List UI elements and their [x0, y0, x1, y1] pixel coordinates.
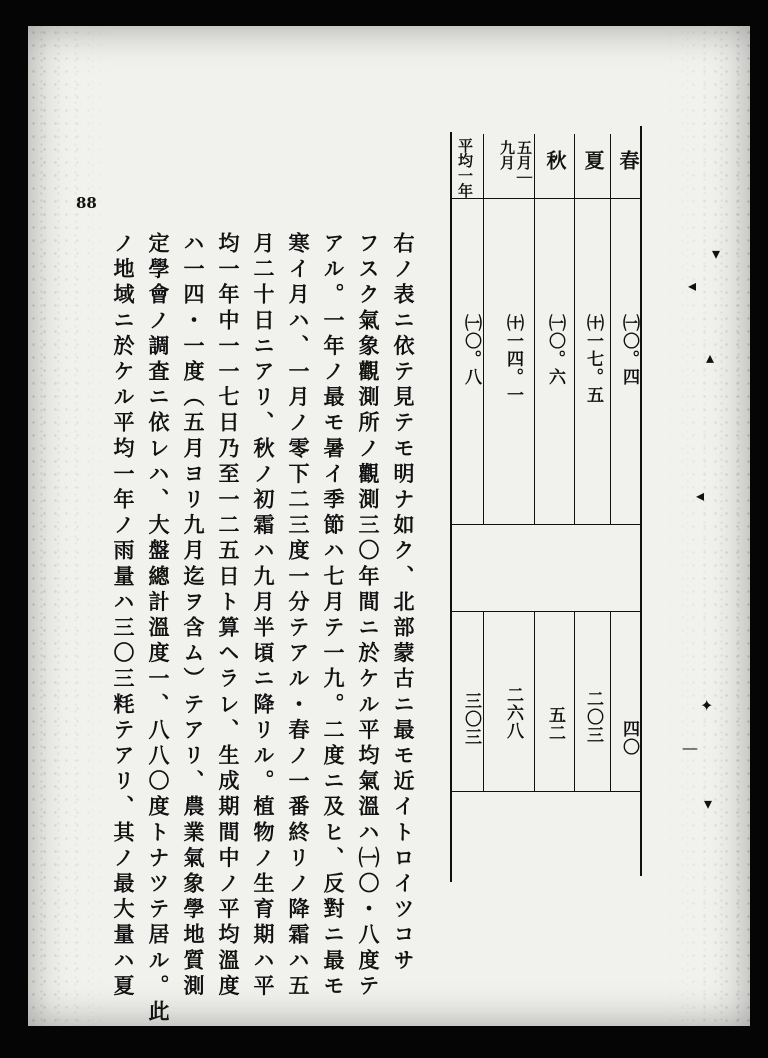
- table-value-annual-rain: 三〇三: [461, 692, 481, 746]
- body-text-column: アル。一年ノ最モ暑イ季節ハ七月テ一九。二度ニ及ヒ、反對ニ最モ: [321, 232, 346, 1000]
- table-top-rule: [450, 132, 452, 882]
- ink-speck: ◂: [696, 486, 705, 505]
- table-section-rule: [452, 524, 640, 525]
- table-section-rule: [452, 791, 640, 792]
- table-value-summer-temp: ㈩一七。五: [583, 314, 603, 404]
- body-text-column: 寒イ月ハ、一月ノ零下二三度一分テアル・春ノ一番終リノ降霜ハ五: [286, 232, 311, 1000]
- table-value-summer-rain: 二〇三: [583, 690, 603, 744]
- table-header-rule: [452, 198, 640, 199]
- table-value-may-sep-rain: 二六八: [503, 686, 523, 740]
- table-value-may-sep-temp: ㈩一四。一: [503, 314, 523, 404]
- table-bottom-rule: [640, 126, 642, 876]
- body-text-column: 定學會ノ調査ニ依レハ、大盤總計溫度一、八八〇度トナツテ居ル。此: [146, 232, 171, 1026]
- body-text-column: ノ地域ニ於ケル平均一年ノ雨量ハ三〇三粍テアリ、其ノ最大量ハ夏: [111, 232, 136, 1000]
- table-value-spring-temp: ㈠〇。四: [619, 314, 639, 386]
- table-value-spring-rain: 四〇: [619, 720, 639, 756]
- ink-speck: —: [682, 738, 698, 757]
- table-header-summer: 夏: [581, 150, 605, 172]
- body-text-column: フスク氣象觀測所ノ觀測三〇年間ニ於ケル平均氣溫ハ㈠〇・八度テ: [356, 232, 381, 1000]
- table-divider: [574, 611, 575, 791]
- ink-speck: ▾: [704, 794, 713, 813]
- table-divider: [534, 134, 535, 524]
- table-section-rule: [452, 611, 640, 612]
- body-text-column: 月二十日ニアリ、秋ノ初霜ハ九月半頃ニ降リル。植物ノ生育期ハ平: [251, 232, 276, 1000]
- table-header-may-september: 五月｜九月: [498, 140, 533, 185]
- ink-speck: ◂: [688, 276, 697, 295]
- body-text-column: ハ一四・一度（五月ヨリ九月迄ヲ含ム）テアリ、農業氣象學地質測: [181, 232, 206, 1000]
- table-divider: [574, 134, 575, 524]
- body-text-column: 右ノ表ニ依テ見テモ明ナ如ク、北部蒙古ニ最モ近イトロイツコサ: [391, 232, 416, 975]
- table-divider: [610, 611, 611, 791]
- table-header-annual-average: 平均一年: [456, 138, 474, 198]
- table-value-autumn-rain: 五二: [545, 706, 565, 742]
- body-text-column: 均一年中一一七日乃至一二五日ト算ヘラレ、生成期間中ノ平均溫度: [216, 232, 241, 1000]
- table-divider: [610, 134, 611, 524]
- table-header-autumn: 秋: [543, 150, 567, 172]
- document-page: [28, 26, 750, 1026]
- table-value-annual-temp: ㈠〇。八: [461, 314, 481, 386]
- ink-speck: ▴: [706, 348, 715, 367]
- ink-speck: ✦: [700, 696, 714, 715]
- table-value-autumn-temp: ㈠〇。六: [545, 314, 565, 386]
- ink-speck: ▾: [712, 244, 721, 263]
- table-divider: [534, 611, 535, 791]
- page-number: 88: [76, 194, 97, 212]
- table-header-spring: 春: [616, 150, 640, 172]
